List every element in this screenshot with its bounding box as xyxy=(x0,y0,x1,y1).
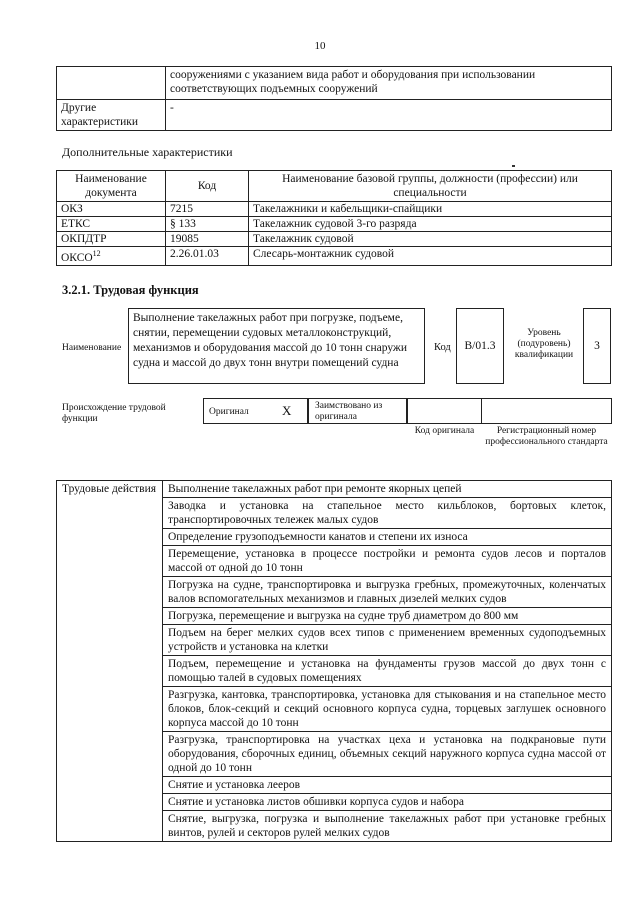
doc-cell xyxy=(57,247,166,266)
action-item: Заводка и установка на стапельное место кильблоков, бортовых клеток, транспортировочных тележек малых судов xyxy=(163,498,612,529)
level-label: Уровень (подуровень) квалификации xyxy=(514,328,574,360)
code-label: Код xyxy=(434,342,451,353)
footnote-ref: 12 xyxy=(92,249,101,258)
original-box xyxy=(203,398,308,424)
code-cell: § 133 xyxy=(166,217,249,232)
action-item: Разгрузка, транспортировка на участках цеха и установка на подкрановые пути оборудования, сборочных единиц, объемных секций наружного корпуса судна массой от одной до 10 тонн xyxy=(163,732,612,777)
reg-number-box xyxy=(481,398,612,424)
name-cell: Такелажник судовой xyxy=(249,232,612,247)
header-document: Наименование документа xyxy=(57,171,166,202)
table-header-row xyxy=(57,171,612,202)
doc-cell: ЕТКС xyxy=(57,217,166,232)
level-value-box: 3 xyxy=(583,308,611,384)
borrowed-label: Заимствовано из оригинала xyxy=(315,401,383,422)
doc-cell: ОКЗ xyxy=(57,202,166,217)
action-item: Подъем, перемещение и установка на фундаменты грузов массой до двух тонн с помощью талей в судовых помещениях xyxy=(163,656,612,687)
top-characteristics-table xyxy=(56,66,612,131)
action-item: Определение грузоподъемности канатов и степени их износа xyxy=(163,529,612,546)
action-item: Перемещение, установка в процессе постройки и ремонта судов лесов и порталов массой от одной до 10 тонн xyxy=(163,546,612,577)
page-number: 10 xyxy=(314,40,326,52)
action-item: Снятие, выгрузка, погрузка и выполнение такелажных работ при установке гребных винтов, рулей и секторов рулей мелких судов xyxy=(163,811,612,842)
table-row xyxy=(57,247,612,266)
action-item: Погрузка, перемещение и выгрузка на судне труб диаметром до 800 мм xyxy=(163,608,612,625)
table-row xyxy=(57,217,612,232)
section-heading: 3.2.1. Трудовая функция xyxy=(62,283,199,297)
row-label: Другие характеристики xyxy=(57,100,166,131)
table-row xyxy=(57,481,612,498)
labor-actions-table xyxy=(56,480,612,842)
code-cell: 2.26.01.03 xyxy=(166,247,249,266)
action-item: Снятие и установка лееров xyxy=(163,777,612,794)
table-row xyxy=(57,100,612,131)
header-group-name: Наименование базовой группы, должности (профессии) или специальности xyxy=(249,171,612,202)
stray-mark xyxy=(512,165,515,167)
action-item: Выполнение такелажных работ при ремонте якорных цепей xyxy=(163,481,612,498)
additional-characteristics-caption: Дополнительные характеристики xyxy=(62,145,233,159)
code-original-label: Код оригинала xyxy=(414,426,475,436)
action-item: Разгрузка, кантовка, транспортировка, установка для стыкования и на стапельное место блоков, блок-секций и секций основного корпуса судна, торцевых заглушек основного корпуса массой до 10 тонн xyxy=(163,687,612,732)
action-item: Погрузка на судне, транспортировка и выгрузка гребных, промежуточных, коленчатых валов вспомогательных механизмов и главных дизелей мелких судов xyxy=(163,577,612,608)
doc-text: ОКСО xyxy=(61,251,93,264)
code-original-box xyxy=(407,398,482,424)
row-value: - xyxy=(166,100,612,131)
additional-characteristics-table xyxy=(56,170,612,266)
table-row xyxy=(57,232,612,247)
row-value: сооружениями с указанием вида работ и оборудования при использовании соответствующих подъемных сооружений xyxy=(166,67,612,100)
origin-label: Происхождение трудовой функции xyxy=(62,403,166,424)
original-label: Оригинал xyxy=(209,407,249,417)
action-item: Снятие и установка листов обшивки корпуса судов и набора xyxy=(163,794,612,811)
name-cell: Такелажник судовой 3-го разряда xyxy=(249,217,612,232)
name-cell: Слесарь-монтажник судовой xyxy=(249,247,612,266)
reg-number-label: Регистрационный номер профессионального стандарта xyxy=(485,426,608,447)
table-row xyxy=(57,202,612,217)
row-label xyxy=(57,67,166,100)
code-cell: 19085 xyxy=(166,232,249,247)
function-code-box: B/01.3 xyxy=(456,308,504,384)
action-item: Подъем на берег мелких судов всех типов с применением временных судоподъемных устройств и установка на клетки xyxy=(163,625,612,656)
function-name-box: Выполнение такелажных работ при погрузке, подъеме, снятии, перемещении судовых металлоконструкций, механизмов и оборудования массой до 10 тонн снаружи судна и массой до двух тонн внутри помещений судна xyxy=(128,308,425,384)
code-cell: 7215 xyxy=(166,202,249,217)
actions-label: Трудовые действия xyxy=(57,481,163,842)
name-cell: Такелажники и кабельщики-спайщики xyxy=(249,202,612,217)
name-label: Наименование xyxy=(62,343,122,353)
borrowed-box xyxy=(308,398,407,424)
original-mark: X xyxy=(282,403,292,418)
header-code: Код xyxy=(166,171,249,202)
table-row xyxy=(57,67,612,100)
doc-cell: ОКПДТР xyxy=(57,232,166,247)
